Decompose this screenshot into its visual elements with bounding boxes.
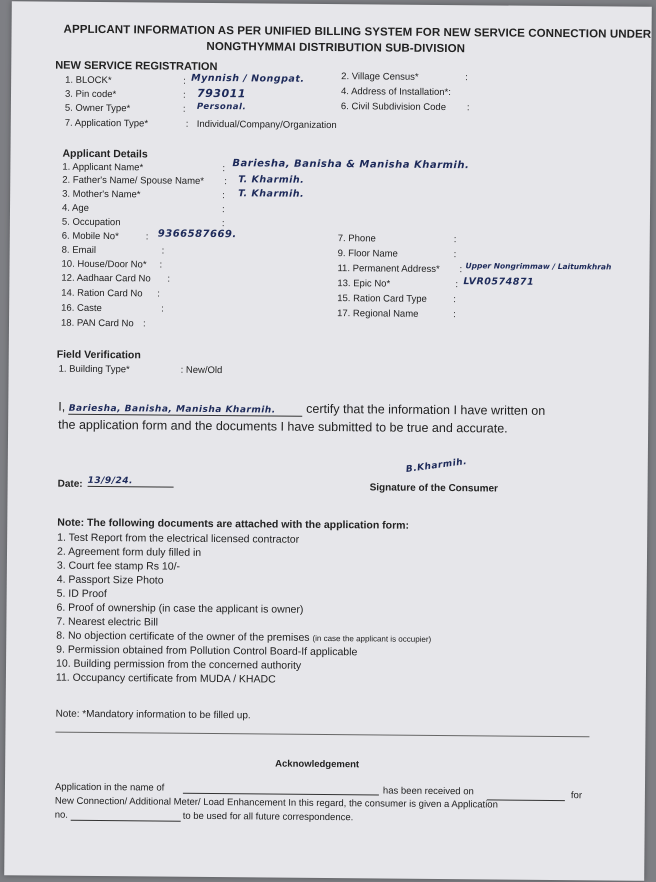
applicant-name-colon: :: [222, 163, 226, 175]
aadhaar-label: 12. Aadhaar Card No: [61, 272, 151, 285]
ack-no-label: no.: [54, 809, 68, 821]
acknowledgement-heading: Acknowledgement: [275, 758, 360, 771]
epic-label: 13. Epic No*: [337, 278, 391, 290]
certification-name: Bariesha, Banisha, Manisha Kharmih.: [69, 404, 303, 417]
caste-colon: :: [161, 303, 164, 315]
ration-type-colon: :: [453, 294, 456, 306]
age-colon: :: [221, 204, 225, 216]
village-census-label: 2. Village Census*: [341, 71, 419, 83]
occupation-colon: :: [221, 218, 225, 230]
documents-note-heading: Note: The following documents are attached with the application form:: [57, 516, 410, 532]
ration-card-label: 14. Ration Card No: [61, 287, 143, 300]
pan-label: 18. PAN Card No: [60, 317, 134, 330]
mobile-value: 9366587669.: [157, 228, 237, 241]
applicant-details-heading: Applicant Details: [62, 147, 148, 161]
epic-value: LVR0574871: [463, 276, 535, 288]
pincode-colon: :: [182, 89, 186, 101]
permanent-address-label: 11. Permanent Address*: [337, 263, 440, 275]
block-colon: :: [183, 75, 186, 87]
application-form-sheet: [4, 1, 652, 881]
age-label: 4. Age: [61, 202, 90, 214]
pincode-value: 793011: [196, 86, 247, 101]
document-item-10: 10. Building permission from the concerned authority: [55, 657, 302, 672]
regional-name-label: 17. Regional Name: [337, 308, 419, 320]
document-item-5: 5. ID Proof: [56, 587, 107, 601]
owner-type-value: Personal.: [196, 101, 247, 113]
mobile-label: 6. Mobile No*: [61, 230, 119, 243]
aadhaar-colon: :: [167, 273, 171, 285]
signature-handwritten: B.Kharmih.: [405, 456, 468, 475]
civil-subdivision-label: 6. Civil Subdivision Code: [340, 101, 447, 114]
permanent-address-colon: :: [459, 264, 463, 276]
application-type-value: Individual/Company/Organization: [196, 118, 337, 132]
floor-label: 9. Floor Name: [337, 248, 398, 260]
document-item-11: 11. Occupancy certificate from MUDA / KHADC: [55, 671, 276, 686]
ration-type-label: 15. Ration Card Type: [337, 293, 427, 305]
ration-card-colon: :: [157, 288, 160, 300]
signature-label: Signature of the Consumer: [369, 482, 498, 495]
applicant-name-value: Bariesha, Banisha & Manisha Kharmih.: [232, 158, 470, 172]
mobile-colon: :: [145, 231, 149, 243]
certification-prefix: I,: [58, 399, 66, 414]
regional-name-colon: :: [453, 309, 456, 321]
floor-colon: :: [453, 249, 457, 261]
caste-label: 16. Caste: [61, 302, 102, 315]
house-label: 10. House/Door No*: [61, 258, 147, 271]
date-label: Date:: [57, 478, 83, 490]
block-label: 1. BLOCK*: [65, 74, 112, 87]
permanent-address-value: Upper Nongrimmaw / Laitumkhrah: [465, 261, 612, 272]
village-census-colon: :: [465, 72, 468, 84]
owner-type-label: 5. Owner Type*: [64, 102, 131, 115]
applicant-name-label: 1. Applicant Name*: [62, 161, 144, 174]
building-type-value: : New/Old: [180, 364, 223, 377]
pan-colon: :: [142, 318, 146, 330]
field-verification-heading: Field Verification: [56, 348, 141, 362]
mandatory-note: Note: *Mandatory information to be filled up.: [55, 708, 251, 722]
mother-name-value: T. Kharmih.: [238, 188, 305, 200]
document-item-2: 2. Agreement form duly filled in: [56, 545, 202, 559]
document-item-8-text: 8. No objection certificate of the owner of the premises: [56, 629, 310, 644]
mother-name-label: 3. Mother's Name*: [62, 188, 141, 201]
date-value: 13/9/24.: [88, 476, 174, 488]
ack-name-label: Application in the name of: [54, 781, 165, 794]
document-item-1: 1. Test Report from the electrical licensed contractor: [57, 531, 300, 546]
father-name-value: T. Kharmih.: [238, 174, 305, 186]
application-type-label: 7. Application Type*: [64, 117, 149, 130]
document-item-7: 7. Nearest electric Bill: [56, 615, 159, 629]
document-item-3: 3. Court fee stamp Rs 10/-: [56, 559, 181, 573]
father-name-colon: :: [224, 176, 227, 188]
phone-label: 7. Phone: [337, 233, 376, 245]
building-type-label: 1. Building Type*: [58, 363, 130, 376]
block-value: Mynnish / Nongpat.: [191, 72, 305, 85]
form-title-line1: APPLICANT INFORMATION AS PER UNIFIED BILLING SYSTEM FOR NEW SERVICE CONNECTION UNDER: [63, 23, 652, 41]
ack-name-line: [183, 793, 379, 796]
document-item-9: 9. Permission obtained from Pollution Control Board-If applicable: [56, 643, 358, 659]
document-item-4: 4. Passport Size Photo: [56, 573, 164, 587]
ack-for-label: for: [570, 790, 583, 802]
epic-colon: :: [455, 279, 459, 291]
email-colon: :: [161, 245, 165, 257]
certification-line2: the application form and the documents I have submitted to be true and accurate.: [58, 417, 508, 436]
ack-received-label: has been received on: [382, 785, 474, 798]
address-install-label: 4. Address of Installation*:: [341, 86, 451, 99]
occupation-label: 5. Occupation: [61, 216, 121, 229]
ack-no-line: [71, 820, 181, 822]
email-label: 8. Email: [61, 244, 97, 256]
civil-subdivision-colon: :: [466, 102, 470, 114]
certification-text: certify that the information I have written on: [306, 401, 546, 418]
mother-name-colon: :: [222, 190, 225, 202]
ack-line3: to be used for all future correspondence.: [182, 810, 354, 824]
pincode-label: 3. Pin code*: [64, 88, 117, 101]
application-type-colon: :: [185, 118, 189, 130]
house-colon: :: [159, 259, 163, 271]
certification-line1: [58, 400, 545, 419]
document-item-6: 6. Proof of ownership (in case the applicant is owner): [56, 601, 304, 616]
ack-line2: New Connection/ Additional Meter/ Load Enhancement In this regard, the consumer is given a Application: [54, 795, 498, 811]
owner-type-colon: :: [182, 103, 186, 115]
registration-heading: NEW SERVICE REGISTRATION: [55, 59, 218, 74]
document-item-8-note: (in case the applicant is occupier): [312, 633, 432, 644]
divider-line: [55, 732, 589, 738]
ack-date-line: [487, 799, 565, 801]
document-item-8: [56, 630, 431, 645]
form-title-line2: NONGTHYMMAI DISTRIBUTION SUB-DIVISION: [206, 40, 466, 56]
phone-colon: :: [453, 234, 457, 246]
father-name-label: 2. Father's Name/ Spouse Name*: [62, 174, 205, 187]
